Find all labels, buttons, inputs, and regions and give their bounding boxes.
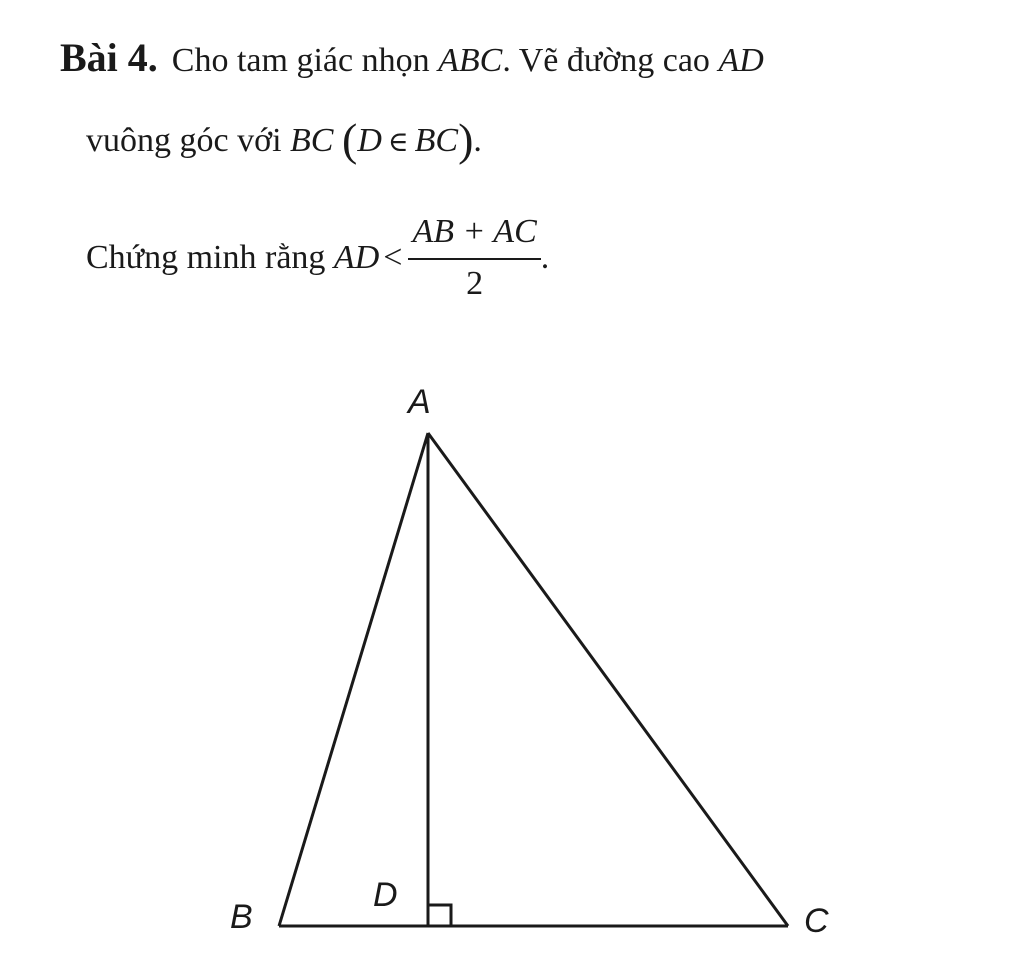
line1-mid: . Vẽ đường cao [502,42,719,79]
vertex-label-c: C [804,902,829,940]
line3-end: . [540,239,550,276]
right-angle-mark [428,905,451,926]
line3-text: Chứng minh rằng [86,239,334,276]
vertex-label-d: D [373,876,398,914]
side-ac [428,433,788,926]
line2-math-bc2: BC [414,122,459,159]
line3-lhs: AD [333,239,380,276]
line1-text: Cho tam giác nhọn [171,42,439,79]
line2-text: vuông góc với [86,122,291,159]
line2-math-bc: BC [290,122,334,159]
line2-paren-close: ) [458,114,474,165]
element-of-symbol: ∈ [387,127,409,158]
line2-end: . [473,122,482,159]
problem-title: Bài 4. [60,35,158,80]
triangle-lines [279,433,788,926]
fraction-denominator: 2 [466,265,484,302]
fraction-numerator: AB + AC [408,212,540,260]
line2-paren-open: ( [341,114,358,165]
line1-math-ad: AD [718,42,764,79]
vertex-label-a: A [408,383,431,421]
line3-op: < [383,239,403,276]
vertex-label-b: B [230,898,253,936]
line1-math-abc: ABC [438,42,503,79]
side-ab [279,433,428,926]
line2-math-d: D [357,122,382,159]
